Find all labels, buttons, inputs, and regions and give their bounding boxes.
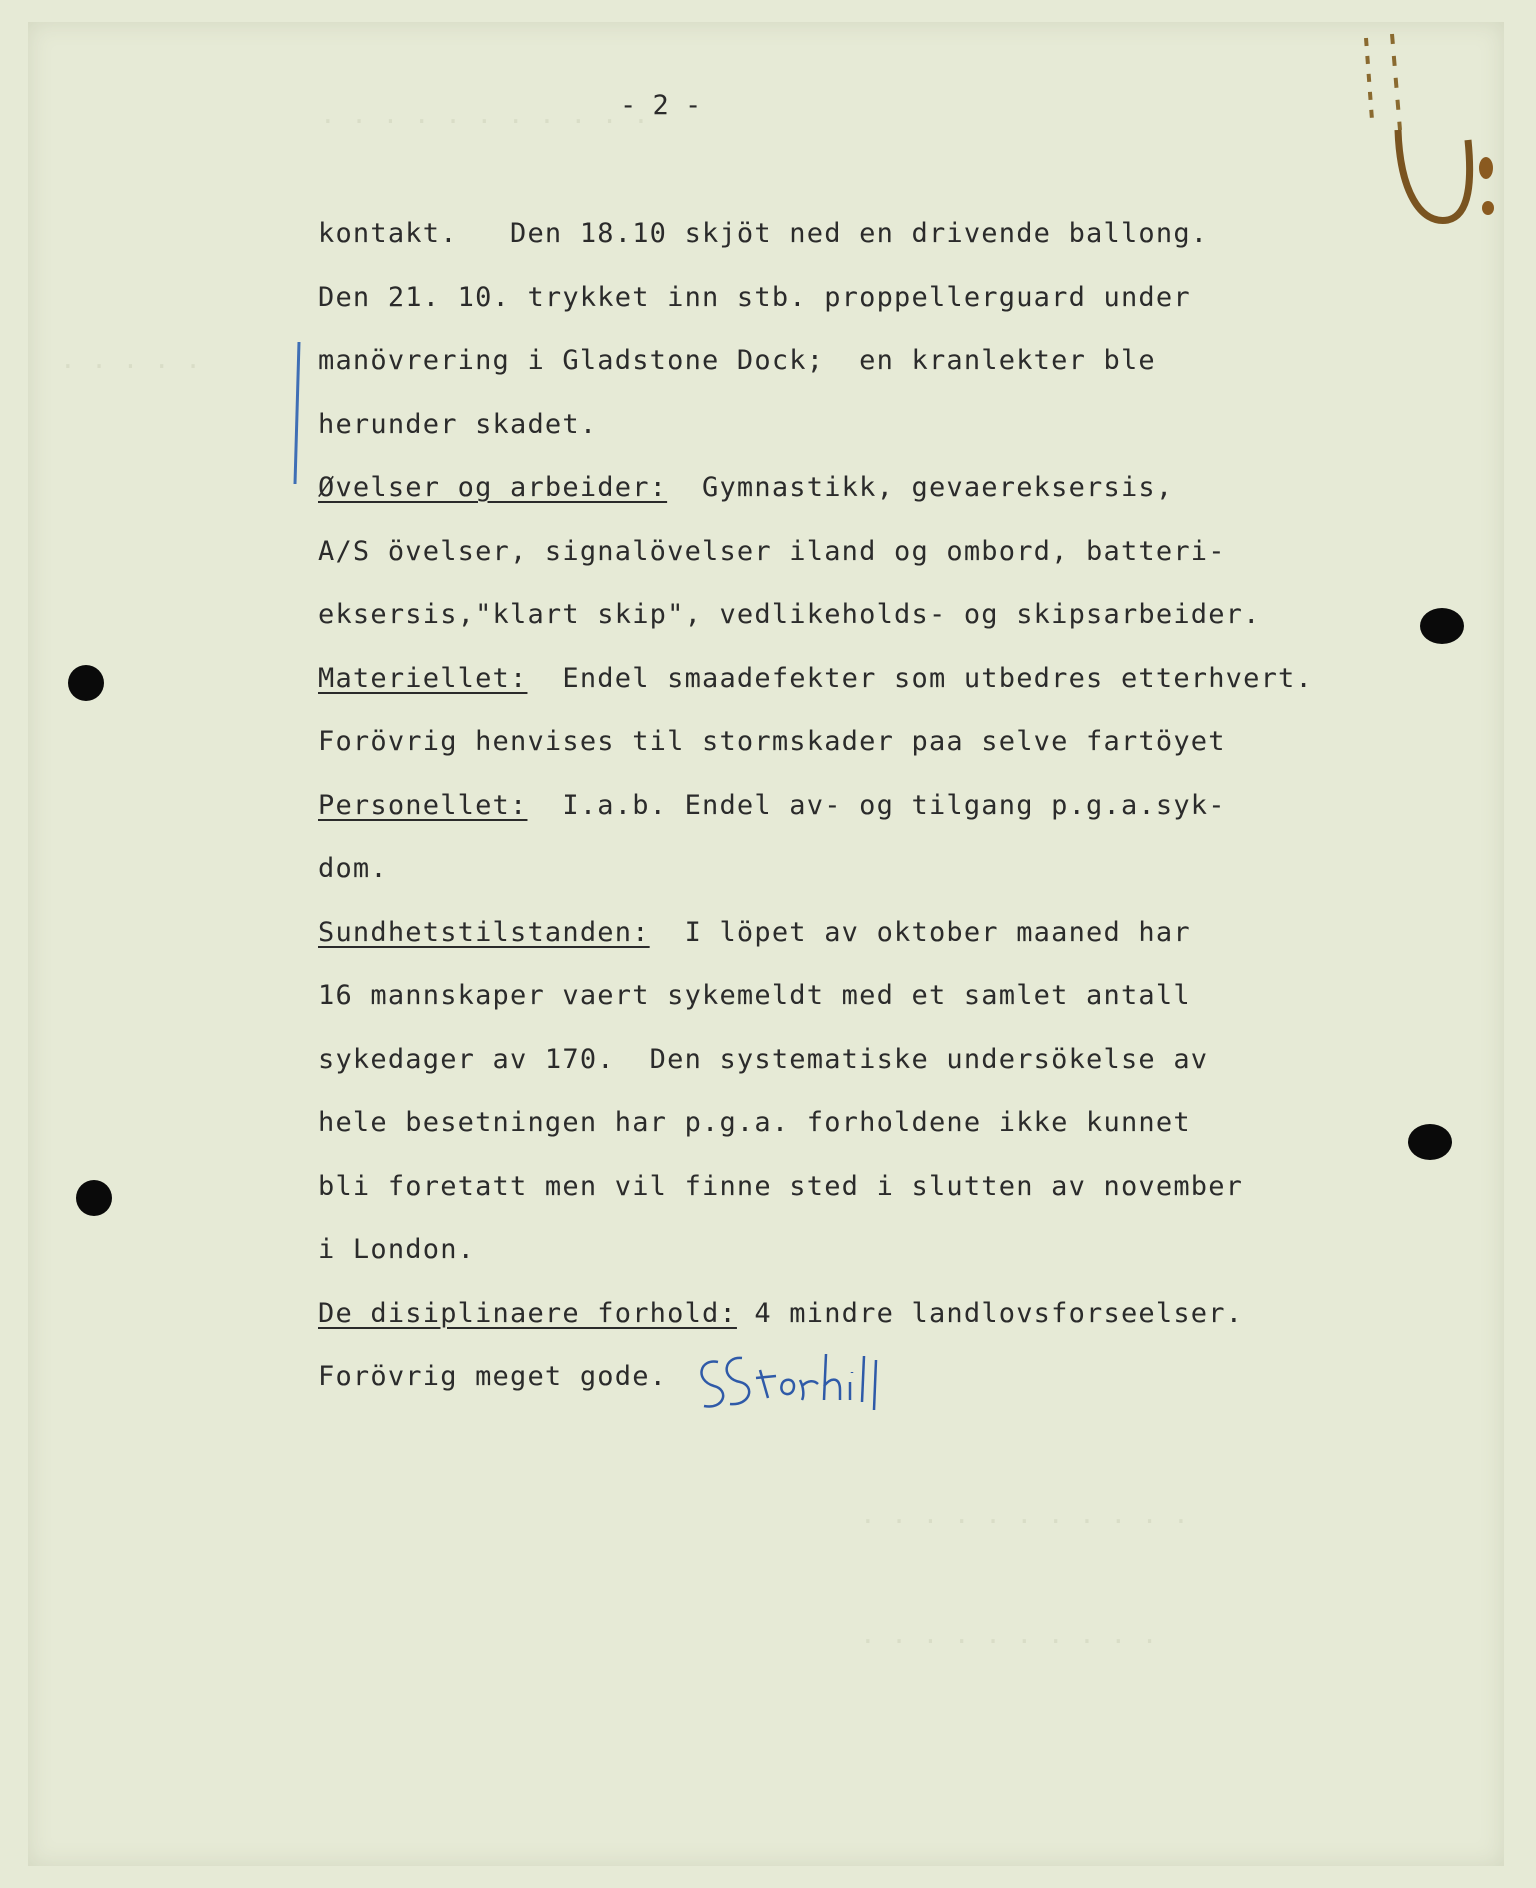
text-run: herunder skadet. [318, 408, 598, 440]
text-run: dom. [318, 853, 388, 884]
text-run: manövrering i Gladstone Dock; en kranlekter ble [318, 345, 1156, 376]
text-line [318, 409, 597, 441]
section-heading: De disiplinaere forhold: [318, 1297, 737, 1329]
section-heading: Øvelser og arbeider: [318, 472, 668, 503]
text-run: Forövrig meget gode. [318, 1361, 668, 1392]
section-heading: Sundhetstilstanden: [318, 916, 650, 948]
text-run: 16 mannskaper vaert sykemeldt med et samlet antall [318, 980, 1191, 1011]
text-run: sykedager av 170. Den systematiske undersökelse av [318, 1043, 1209, 1075]
text-run: I löpet av oktober maaned har [649, 916, 1191, 948]
text-run: Den 21. 10. trykket inn stb. proppellerguard under [318, 281, 1191, 313]
text-run: A/S övelser, signalövelser iland og ombord, batteri- [318, 535, 1226, 567]
bleed-through-text: . . . . . . . . . . . [860, 1500, 1189, 1530]
text-line [318, 1107, 1191, 1139]
text-line [318, 1044, 1208, 1076]
text-line [318, 1361, 667, 1393]
text-line [318, 980, 1191, 1012]
text-line [318, 726, 1226, 758]
text-line [318, 1171, 1243, 1203]
text-line [318, 1234, 475, 1266]
text-line [318, 663, 1313, 695]
text-line [318, 853, 388, 885]
text-line [318, 536, 1226, 568]
text-run: Gymnastikk, gevaereksersis, [667, 472, 1174, 503]
text-line [318, 917, 1191, 949]
bleed-through-text: . . . . . [60, 345, 201, 375]
text-run: Endel smaadefekter som utbedres etterhvert. [527, 662, 1313, 694]
text-run: bli foretatt men vil finne sted i slutten av november [318, 1170, 1244, 1202]
text-run: eksersis,"klart skip", vedlikeholds- og skipsarbeider. [318, 599, 1261, 630]
text-line [318, 599, 1261, 631]
text-run: kontakt. Den 18.10 skjöt ned en drivende ballong. [318, 218, 1209, 249]
text-run: Forövrig henvises til stormskader paa selve fartöyet [318, 726, 1226, 757]
text-line [318, 282, 1191, 314]
handwritten-signature [690, 1340, 950, 1420]
section-heading: Personellet: [318, 789, 528, 821]
text-line [318, 345, 1156, 377]
text-run: i London. [318, 1234, 476, 1265]
text-line [318, 472, 1173, 504]
text-run: I.a.b. Endel av- og tilgang p.g.a.syk- [527, 789, 1226, 821]
text-run: 4 mindre landlovsforseelser. [736, 1297, 1244, 1329]
text-line [318, 790, 1226, 822]
text-line [318, 1298, 1243, 1330]
page-number: - 2 - [620, 90, 702, 121]
bleed-through-text: . . . . . . . . . . . [320, 100, 649, 130]
text-run: hele besetningen har p.g.a. forholdene ikke kunnet [318, 1107, 1191, 1138]
bleed-through-text: . . . . . . . . . . [860, 1620, 1158, 1650]
text-line [318, 218, 1208, 250]
section-heading: Materiellet: [318, 662, 528, 694]
